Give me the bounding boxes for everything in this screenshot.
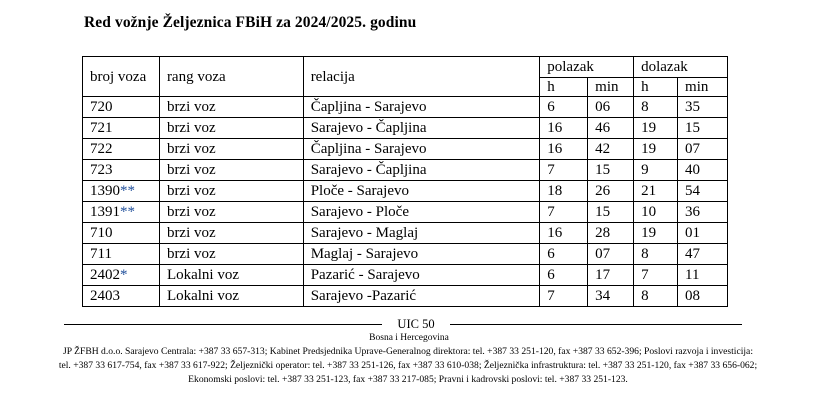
header-arrival-minute: min xyxy=(678,78,728,97)
train-number: 720 xyxy=(90,99,113,115)
train-number: 723 xyxy=(90,162,113,178)
table-row xyxy=(83,244,728,265)
header-train-number: broj voza xyxy=(83,57,160,97)
arrival-hour-cell: 9 xyxy=(634,160,678,181)
departure-hour-cell: 6 xyxy=(540,265,588,286)
departure-hour-cell: 16 xyxy=(540,118,588,139)
route-cell: Sarajevo - Čapljina xyxy=(303,160,540,181)
departure-minute-cell: 15 xyxy=(588,160,634,181)
departure-hour-cell: 6 xyxy=(540,244,588,265)
route-cell: Sarajevo - Ploče xyxy=(303,202,540,223)
departure-hour-cell: 16 xyxy=(540,223,588,244)
arrival-hour-cell: 19 xyxy=(634,139,678,160)
country-name: Bosna i Hercegovina xyxy=(369,333,449,343)
header-route: relacija xyxy=(303,57,540,97)
route-cell: Sarajevo -Pazarić xyxy=(303,286,540,307)
departure-minute-cell: 17 xyxy=(588,265,634,286)
departure-hour-cell: 18 xyxy=(540,181,588,202)
arrival-hour-cell: 19 xyxy=(634,118,678,139)
departure-hour-cell: 7 xyxy=(540,202,588,223)
arrival-hour-cell: 8 xyxy=(634,244,678,265)
train-number-cell xyxy=(83,244,160,265)
arrival-minute-cell: 36 xyxy=(678,202,728,223)
page-title: Red vožnje Željeznica FBiH za 2024/2025. godinu xyxy=(84,14,417,31)
arrival-minute-cell: 47 xyxy=(678,244,728,265)
table-row xyxy=(83,265,728,286)
route-cell: Sarajevo - Čapljina xyxy=(303,118,540,139)
train-number-cell xyxy=(83,160,160,181)
departure-hour-cell: 7 xyxy=(540,286,588,307)
train-number: 2403 xyxy=(90,288,120,304)
route-cell: Ploče - Sarajevo xyxy=(303,181,540,202)
arrival-hour-cell: 7 xyxy=(634,265,678,286)
arrival-hour-cell: 21 xyxy=(634,181,678,202)
train-rank-cell: Lokalni voz xyxy=(159,265,303,286)
train-number: 1390 xyxy=(90,183,120,199)
train-rank-cell: brzi voz xyxy=(159,244,303,265)
header-departure-hour: h xyxy=(540,78,588,97)
departure-hour-cell: 6 xyxy=(540,97,588,118)
table-row xyxy=(83,286,728,307)
train-number-cell xyxy=(83,181,160,202)
footer-divider-right xyxy=(450,324,742,325)
route-cell: Maglaj - Sarajevo xyxy=(303,244,540,265)
timetable xyxy=(82,56,728,307)
train-number-cell xyxy=(83,97,160,118)
arrival-minute-cell: 35 xyxy=(678,97,728,118)
train-number-cell xyxy=(83,286,160,307)
departure-minute-cell: 07 xyxy=(588,244,634,265)
arrival-hour-cell: 19 xyxy=(634,223,678,244)
train-rank-cell: brzi voz xyxy=(159,181,303,202)
train-number: 2402 xyxy=(90,267,120,283)
train-number-cell xyxy=(83,202,160,223)
route-cell: Sarajevo - Maglaj xyxy=(303,223,540,244)
train-rank-cell: brzi voz xyxy=(159,223,303,244)
arrival-minute-cell: 08 xyxy=(678,286,728,307)
train-footnote-mark: ** xyxy=(120,204,135,220)
arrival-minute-cell: 40 xyxy=(678,160,728,181)
table-row xyxy=(83,223,728,244)
departure-minute-cell: 28 xyxy=(588,223,634,244)
route-cell: Čapljina - Sarajevo xyxy=(303,97,540,118)
table-row xyxy=(83,202,728,223)
train-rank-cell: Lokalni voz xyxy=(159,286,303,307)
train-number: 1391 xyxy=(90,204,120,220)
departure-minute-cell: 42 xyxy=(588,139,634,160)
route-cell: Čapljina - Sarajevo xyxy=(303,139,540,160)
train-number-cell xyxy=(83,265,160,286)
table-row xyxy=(83,139,728,160)
arrival-hour-cell: 10 xyxy=(634,202,678,223)
departure-hour-cell: 16 xyxy=(540,139,588,160)
table-row xyxy=(83,97,728,118)
header-train-rank: rang voza xyxy=(159,57,303,97)
train-number: 721 xyxy=(90,120,113,136)
departure-minute-cell: 46 xyxy=(588,118,634,139)
table-row xyxy=(83,181,728,202)
train-number: 722 xyxy=(90,141,113,157)
departure-minute-cell: 15 xyxy=(588,202,634,223)
arrival-hour-cell: 8 xyxy=(634,286,678,307)
uic-code: UIC 50 xyxy=(397,317,435,331)
train-number: 711 xyxy=(90,246,112,262)
contact-info: JP ŽFBH d.o.o. Sarajevo Centrala: +387 33 657-313; Kabinet Predsjednika Uprave-Generalnog direktora: tel. +387 33 251-120, fax +387 33 652-396; Poslovi razvoja i investicija: tel. +387 33 617-754, fax +387 33 617-922; Željeznički operator: tel. +387 33 251-126, fax +387 33 610-038; Željeznička infrastruktura: tel. +387 33 251-120, fax +387 33 656-062; Ekonomski poslovi: tel. +387 33 251-123, fax +387 33 217-085; Pravni i kadrovski poslovi: tel. +387 33 251-123. xyxy=(58,346,758,385)
train-rank-cell: brzi voz xyxy=(159,139,303,160)
train-number-cell xyxy=(83,223,160,244)
departure-minute-cell: 06 xyxy=(588,97,634,118)
arrival-minute-cell: 01 xyxy=(678,223,728,244)
arrival-minute-cell: 15 xyxy=(678,118,728,139)
arrival-minute-cell: 54 xyxy=(678,181,728,202)
departure-minute-cell: 34 xyxy=(588,286,634,307)
table-row xyxy=(83,118,728,139)
train-rank-cell: brzi voz xyxy=(159,97,303,118)
route-cell: Pazarić - Sarajevo xyxy=(303,265,540,286)
arrival-hour-cell: 8 xyxy=(634,97,678,118)
header-departure-minute: min xyxy=(588,78,634,97)
train-number-cell xyxy=(83,118,160,139)
departure-minute-cell: 26 xyxy=(588,181,634,202)
train-number-cell xyxy=(83,139,160,160)
arrival-minute-cell: 07 xyxy=(678,139,728,160)
departure-hour-cell: 7 xyxy=(540,160,588,181)
train-number: 710 xyxy=(90,225,113,241)
header-departure: polazak xyxy=(540,57,634,78)
header-arrival: dolazak xyxy=(634,57,728,78)
footer-divider-left xyxy=(64,324,382,325)
header-arrival-hour: h xyxy=(634,78,678,97)
train-rank-cell: brzi voz xyxy=(159,160,303,181)
train-rank-cell: brzi voz xyxy=(159,118,303,139)
arrival-minute-cell: 11 xyxy=(678,265,728,286)
train-rank-cell: brzi voz xyxy=(159,202,303,223)
train-footnote-mark: * xyxy=(120,267,128,283)
table-row xyxy=(83,160,728,181)
train-footnote-mark: ** xyxy=(120,183,135,199)
header-row-top xyxy=(83,57,728,78)
